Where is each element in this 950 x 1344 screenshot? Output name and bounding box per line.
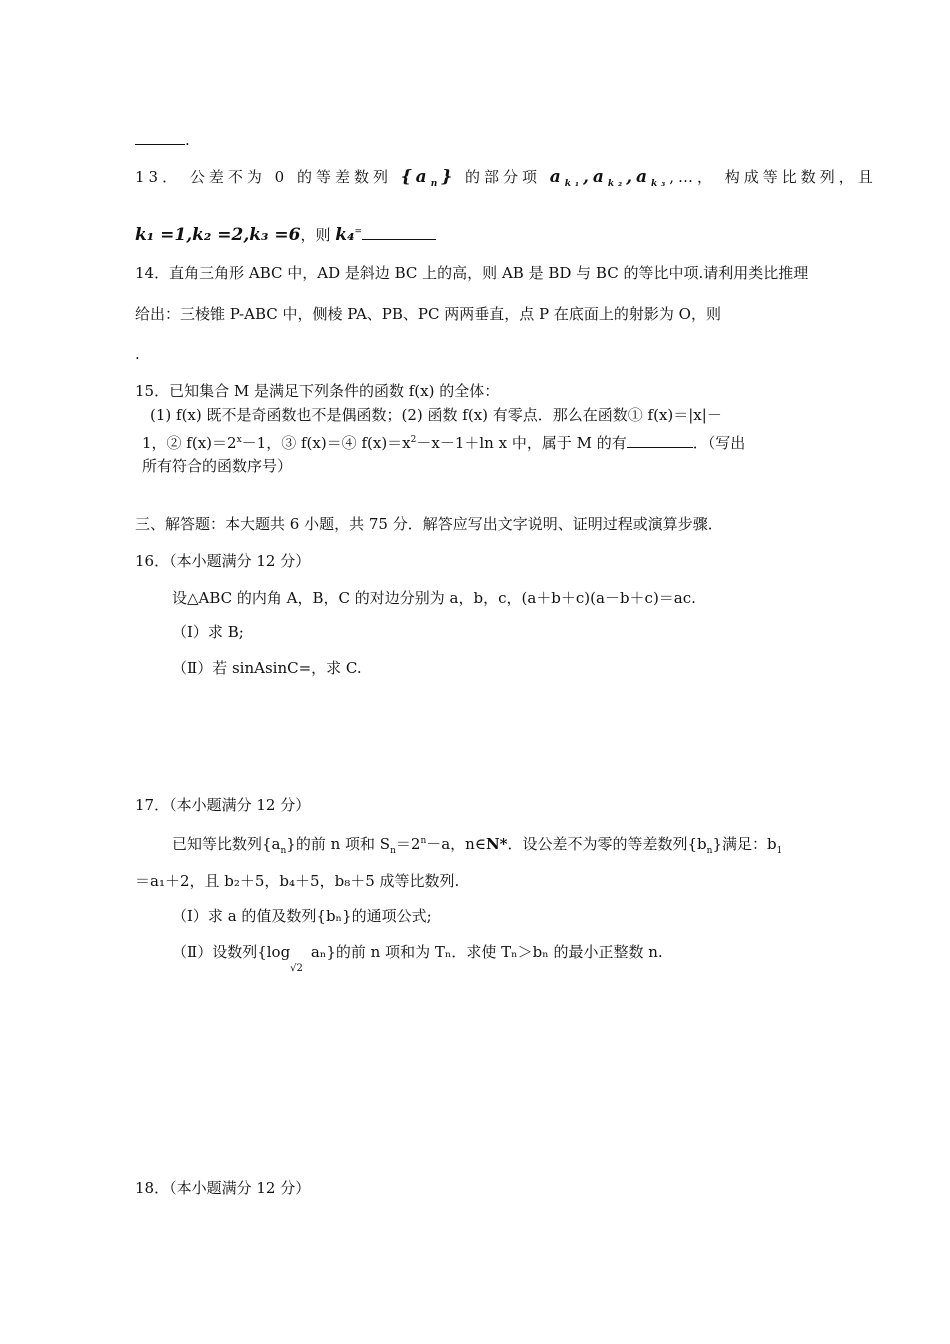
q16-part1: （Ⅰ）求 B; xyxy=(172,623,244,641)
q15-l3b: －1，③ f(x)＝④ f(x)＝x xyxy=(241,434,411,452)
q13-then: ，则 xyxy=(300,226,331,244)
q15-line2: (1) f(x) 既不是奇函数也不是偶函数；(2) 函数 f(x) 有零点．那么在函数① f(x)＝|x|－ xyxy=(150,406,722,424)
q15-sup-2: 2 xyxy=(410,435,417,445)
q13-text3: 构成等比数列，且 xyxy=(724,168,877,186)
section-3-heading: 三、解答题：本大题共 6 小题，共 75 分．解答应写出文字说明、证明过程或演算步骤． xyxy=(135,515,723,533)
q17-sub-n2: n xyxy=(390,846,396,856)
q15-line3 xyxy=(142,430,745,453)
q15-l3d: ．（写出 xyxy=(692,434,746,452)
seq-a3: a xyxy=(636,167,652,187)
q15-answer-blank xyxy=(627,435,693,448)
q15-l3a: 1，② f(x)＝2 xyxy=(142,434,237,452)
q15-sup-x: x xyxy=(236,435,242,445)
q17-heading: 17．（本小题满分 12 分） xyxy=(135,796,311,814)
seq-a1: a xyxy=(549,167,565,187)
q17-line1 xyxy=(172,831,782,861)
q14-line3: . xyxy=(135,345,140,363)
seq-sub2: k₂ xyxy=(607,179,627,189)
q17-sub-1: 1 xyxy=(776,846,783,856)
q14-line2: 给出：三棱锥 P-ABC 中，侧棱 PA、PB、PC 两两垂直，点 P 在底面上的射影为 O，则 xyxy=(135,305,721,323)
q13-text1: 公差不为 0 的等差数列 xyxy=(189,168,392,186)
q17-sup-n: n xyxy=(420,836,427,846)
seq-a2: a xyxy=(592,167,608,187)
q13-line2 xyxy=(135,222,436,245)
q13-text2: 的部分项 xyxy=(464,168,541,186)
q13-line1 xyxy=(135,167,877,194)
q13-number: 13． xyxy=(135,168,182,186)
q17-sub-n3: n xyxy=(706,846,713,856)
q17-part1: （Ⅰ）求 a 的值及数列{bₙ}的通项公式; xyxy=(172,907,432,925)
seq-tail: ,…， xyxy=(669,168,716,186)
q15-l3c: －x－1＋ln x 中，属于 M 的有 xyxy=(416,434,627,452)
q13-answer-blank xyxy=(362,231,436,240)
seq-sub1: k₁ xyxy=(564,179,583,189)
answer-blank xyxy=(135,132,185,145)
q17-l1e: ．设公差不为零的等差数列{b xyxy=(507,835,707,853)
q14-line1: 14．直角三角形 ABC 中，AD 是斜边 BC 上的高，则 AB 是 BD 与 BC 的等比中项.请利用类比推理 xyxy=(135,264,809,282)
q17-line2: ＝a₁＋2，且 b₂＋5，b₄＋5，b₈＋5 成等比数列. xyxy=(135,872,460,890)
q17-p2a: （Ⅱ）设数列{log xyxy=(172,943,291,961)
q13-k2: k₂ =2, xyxy=(192,225,250,245)
top-blank-line xyxy=(135,130,190,150)
set-close: } xyxy=(441,167,457,187)
q17-log-base: √2 xyxy=(290,963,303,974)
q17-l1f: }满足：b xyxy=(712,835,777,853)
set-open: {a xyxy=(400,167,431,187)
set-sub: n xyxy=(430,179,442,189)
q17-l1a: 已知等比数列{a xyxy=(172,835,281,853)
q13-k3: k₃ =6 xyxy=(249,225,301,245)
q13-subsequence: $a_{k_1},a_{k_2},a_{k_3}$ xyxy=(549,167,670,189)
q16-part2: （Ⅱ）若 sinAsinC=，求 C. xyxy=(172,659,362,677)
q16-heading: 16．（本小题满分 12 分） xyxy=(135,552,311,570)
seq-sub3: k₃ xyxy=(651,179,670,189)
q17-sub-n1: n xyxy=(280,846,287,856)
q15-line4: 所有符合的函数序号） xyxy=(142,457,293,475)
q15-line1: 15．已知集合 M 是满足下列条件的函数 f(x) 的全体： xyxy=(135,382,500,400)
q16-body: 设△ABC 的内角 A，B，C 的对边分别为 a，b，c，(a＋b＋c)(a－b＋c)＝ac. xyxy=(172,589,696,607)
q18-heading: 18．（本小题满分 12 分） xyxy=(135,1179,311,1197)
blank-tail: . xyxy=(185,131,190,149)
q13-k1: k₁ =1, xyxy=(135,225,193,245)
q17-part2 xyxy=(172,942,663,974)
q17-l1d: －a，n∈ xyxy=(426,835,486,853)
q13-k4: k₄ xyxy=(335,225,355,245)
q13-sequence-set xyxy=(401,167,456,187)
q17-l1c: ＝2 xyxy=(395,835,421,853)
q17-naturals: N* xyxy=(485,835,508,853)
q17-p2b: aₙ}的前 n 项和为 Tₙ．求使 Tₙ＞bₙ 的最小正整数 n. xyxy=(310,943,663,961)
q17-l1b: }的前 n 项和 S xyxy=(286,835,391,853)
q13-eq: = xyxy=(354,227,363,237)
